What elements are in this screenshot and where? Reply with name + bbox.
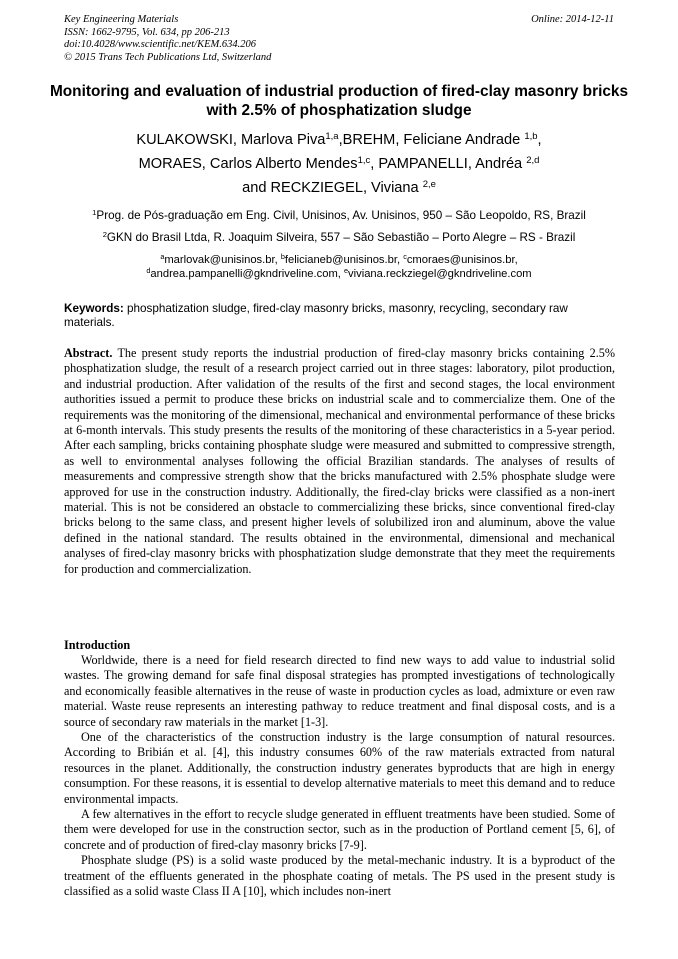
introduction-body <box>64 653 615 900</box>
email-link[interactable]: felicianeb@unisinos.br, <box>284 254 404 266</box>
copyright-line: © 2015 Trans Tech Publications Ltd, Switzerland <box>64 51 272 63</box>
author-name: PAMPANELLI, Andréa <box>378 156 527 172</box>
author-emails <box>20 253 658 281</box>
author-affiliation-mark: 1,b <box>524 130 538 142</box>
affiliation-text: Prog. de Pós-graduação em Eng. Civil, Unisinos, Av. Unisinos, 950 – São Leopoldo, RS, Brazil <box>96 209 586 222</box>
affiliation-number: 2 <box>102 229 107 239</box>
author-name: and RECKZIEGEL, Viviana <box>242 180 423 196</box>
paper-title: Monitoring and evaluation of industrial production of fired-clay masonry bricks with 2.5% of phosphatization sludge <box>49 83 629 119</box>
paragraph: Phosphate sludge (PS) is a solid waste produced by the metal-mechanic industry. It is a byproduct of the treatment of the effluents generated in the phosphate coating of metals. The PS used in the present study is classified as a solid waste Class II A [10], which includes non-inert <box>64 853 615 899</box>
affiliation-text: GKN do Brasil Ltda, R. Joaquim Silveira, 557 – São Sebastião – Porto Alegre – RS - Brazil <box>106 231 576 244</box>
paragraph: Worldwide, there is a need for field research directed to find new ways to add value to industrial solid wastes. The growing demand for safe final disposal strategies has prompted investigations of technologically and economically feasible alternatives in the reuse of waste in production cycles as load, admixture or even raw material. Waste reuse represents an interesting pathway to reduce treatment and final disposal costs, and is a source of secondary raw materials in the market [1-3]. <box>64 653 615 729</box>
author-name: MORAES, Carlos Alberto Mendes <box>138 156 358 172</box>
author-line-1: KULAKOWSKI, Marlova Piva$^{1,a}$,BREHM, Feliciane Andrade $^{1,b}$, <box>136 130 542 148</box>
affiliation-2 <box>20 231 658 245</box>
keywords-text: phosphatization sludge, fired-clay masonry bricks, masonry, recycling, secondary raw materials. <box>64 302 568 329</box>
author-affiliation-mark: 1,a <box>325 130 339 142</box>
author-list <box>30 128 648 200</box>
doi-line: doi:10.4028/www.scientific.net/KEM.634.206 <box>64 39 256 50</box>
author-name: BREHM, Feliciane Andrade <box>342 132 525 148</box>
email-mark: b <box>280 252 285 261</box>
email-mark: e <box>343 266 349 275</box>
author-line-3 <box>30 176 648 200</box>
email-link[interactable]: cmoraes@unisinos.br, <box>406 254 518 266</box>
email-mark: c <box>403 252 407 261</box>
email-mark: a <box>160 252 165 261</box>
affiliation-1 <box>20 209 658 223</box>
author-affiliation-mark: 2,e <box>422 178 436 190</box>
email-link[interactable]: andrea.pampanelli@gkndriveline.com, <box>150 268 344 280</box>
keywords-label: Keywords: <box>64 302 124 315</box>
author-line-2: MORAES, Carlos Alberto Mendes$^{1,c}$, PAMPANELLI, Andréa $^{2,d}$ <box>138 154 540 172</box>
paragraph: A few alternatives in the effort to recycle sludge generated in effluent treatments have been studied. Some of them were developed for use in the construction sector, such as in the production of Portland cement [5, 6], of concrete and of production of fired-clay masonry bricks [7-9]. <box>64 807 615 852</box>
email-link[interactable]: marlovak@unisinos.br, <box>164 254 281 266</box>
keywords-block <box>64 302 615 330</box>
journal-name: Key Engineering Materials <box>64 14 179 25</box>
affiliation-number: 1 <box>92 207 97 217</box>
introduction-heading: Introduction <box>64 638 131 652</box>
journal-header <box>64 14 271 64</box>
email-line-2 <box>20 267 658 281</box>
email-line-1 <box>20 253 658 267</box>
issn-line: ISSN: 1662-9795, Vol. 634, pp 206-213 <box>64 26 230 38</box>
paragraph: One of the characteristics of the construction industry is the large consumption of natural resources. According to Bribián et al. [4], this industry consumes 60% of the raw materials extracted from natural resources in the planet. Additionally, the construction industry generates byproducts that are high in energy consumption. For these reasons, it is essential to develop alternative materials to meet this demand and to reduce environmental impacts. <box>64 730 615 806</box>
online-date: Online: 2014-12-11 <box>531 14 614 25</box>
author-name: KULAKOWSKI, Marlova Piva <box>136 132 326 148</box>
abstract-text: The present study reports the industrial production of fired-clay masonry bricks containing 2.5% phosphatization sludge, the result of a research project carried out in three stages: laboratory, pilot production, and industrial production. After validation of the results of the first and second stages, the local environment authorities issued a permit to produce these bricks on industrial scale and to commercialize them. One of the requirements was the monitoring of the dimensional, mechanical and environmental performance of these bricks at 6-month intervals. This study presents the results of the monitoring of these characteristics in a 5-year period. After each sampling, bricks containing phosphate sludge were measured and submitted to compressive strength, as well to environmental analyses following the official Brazilian standards. The analyses of results of measurements and compressive strength show that the bricks manufactured with 2.5% phosphate sludge were approved for use in the construction industry. Additionally, the fired-clay bricks were classified as a non-inert material. This is not be considered an obstacle to commercializing these bricks, since conventional fired-clay bricks belong to the same class, and present higher levels of solubilized iron and aluminum, above the value defined in the national standard. The results obtained in the environmental, dimensional and mechanical analyses of fired-clay masonry bricks with phosphatization sludge demonstrate that they meet the requirements for production and commercialization. <box>64 346 615 576</box>
abstract-block <box>64 346 615 577</box>
email-mark: d <box>146 266 151 275</box>
email-link[interactable]: viviana.reckziegel@gkndriveline.com <box>348 268 532 280</box>
abstract-label: Abstract. <box>64 346 113 360</box>
author-affiliation-mark: 2,d <box>526 154 540 166</box>
author-affiliation-mark: 1,c <box>357 154 371 166</box>
